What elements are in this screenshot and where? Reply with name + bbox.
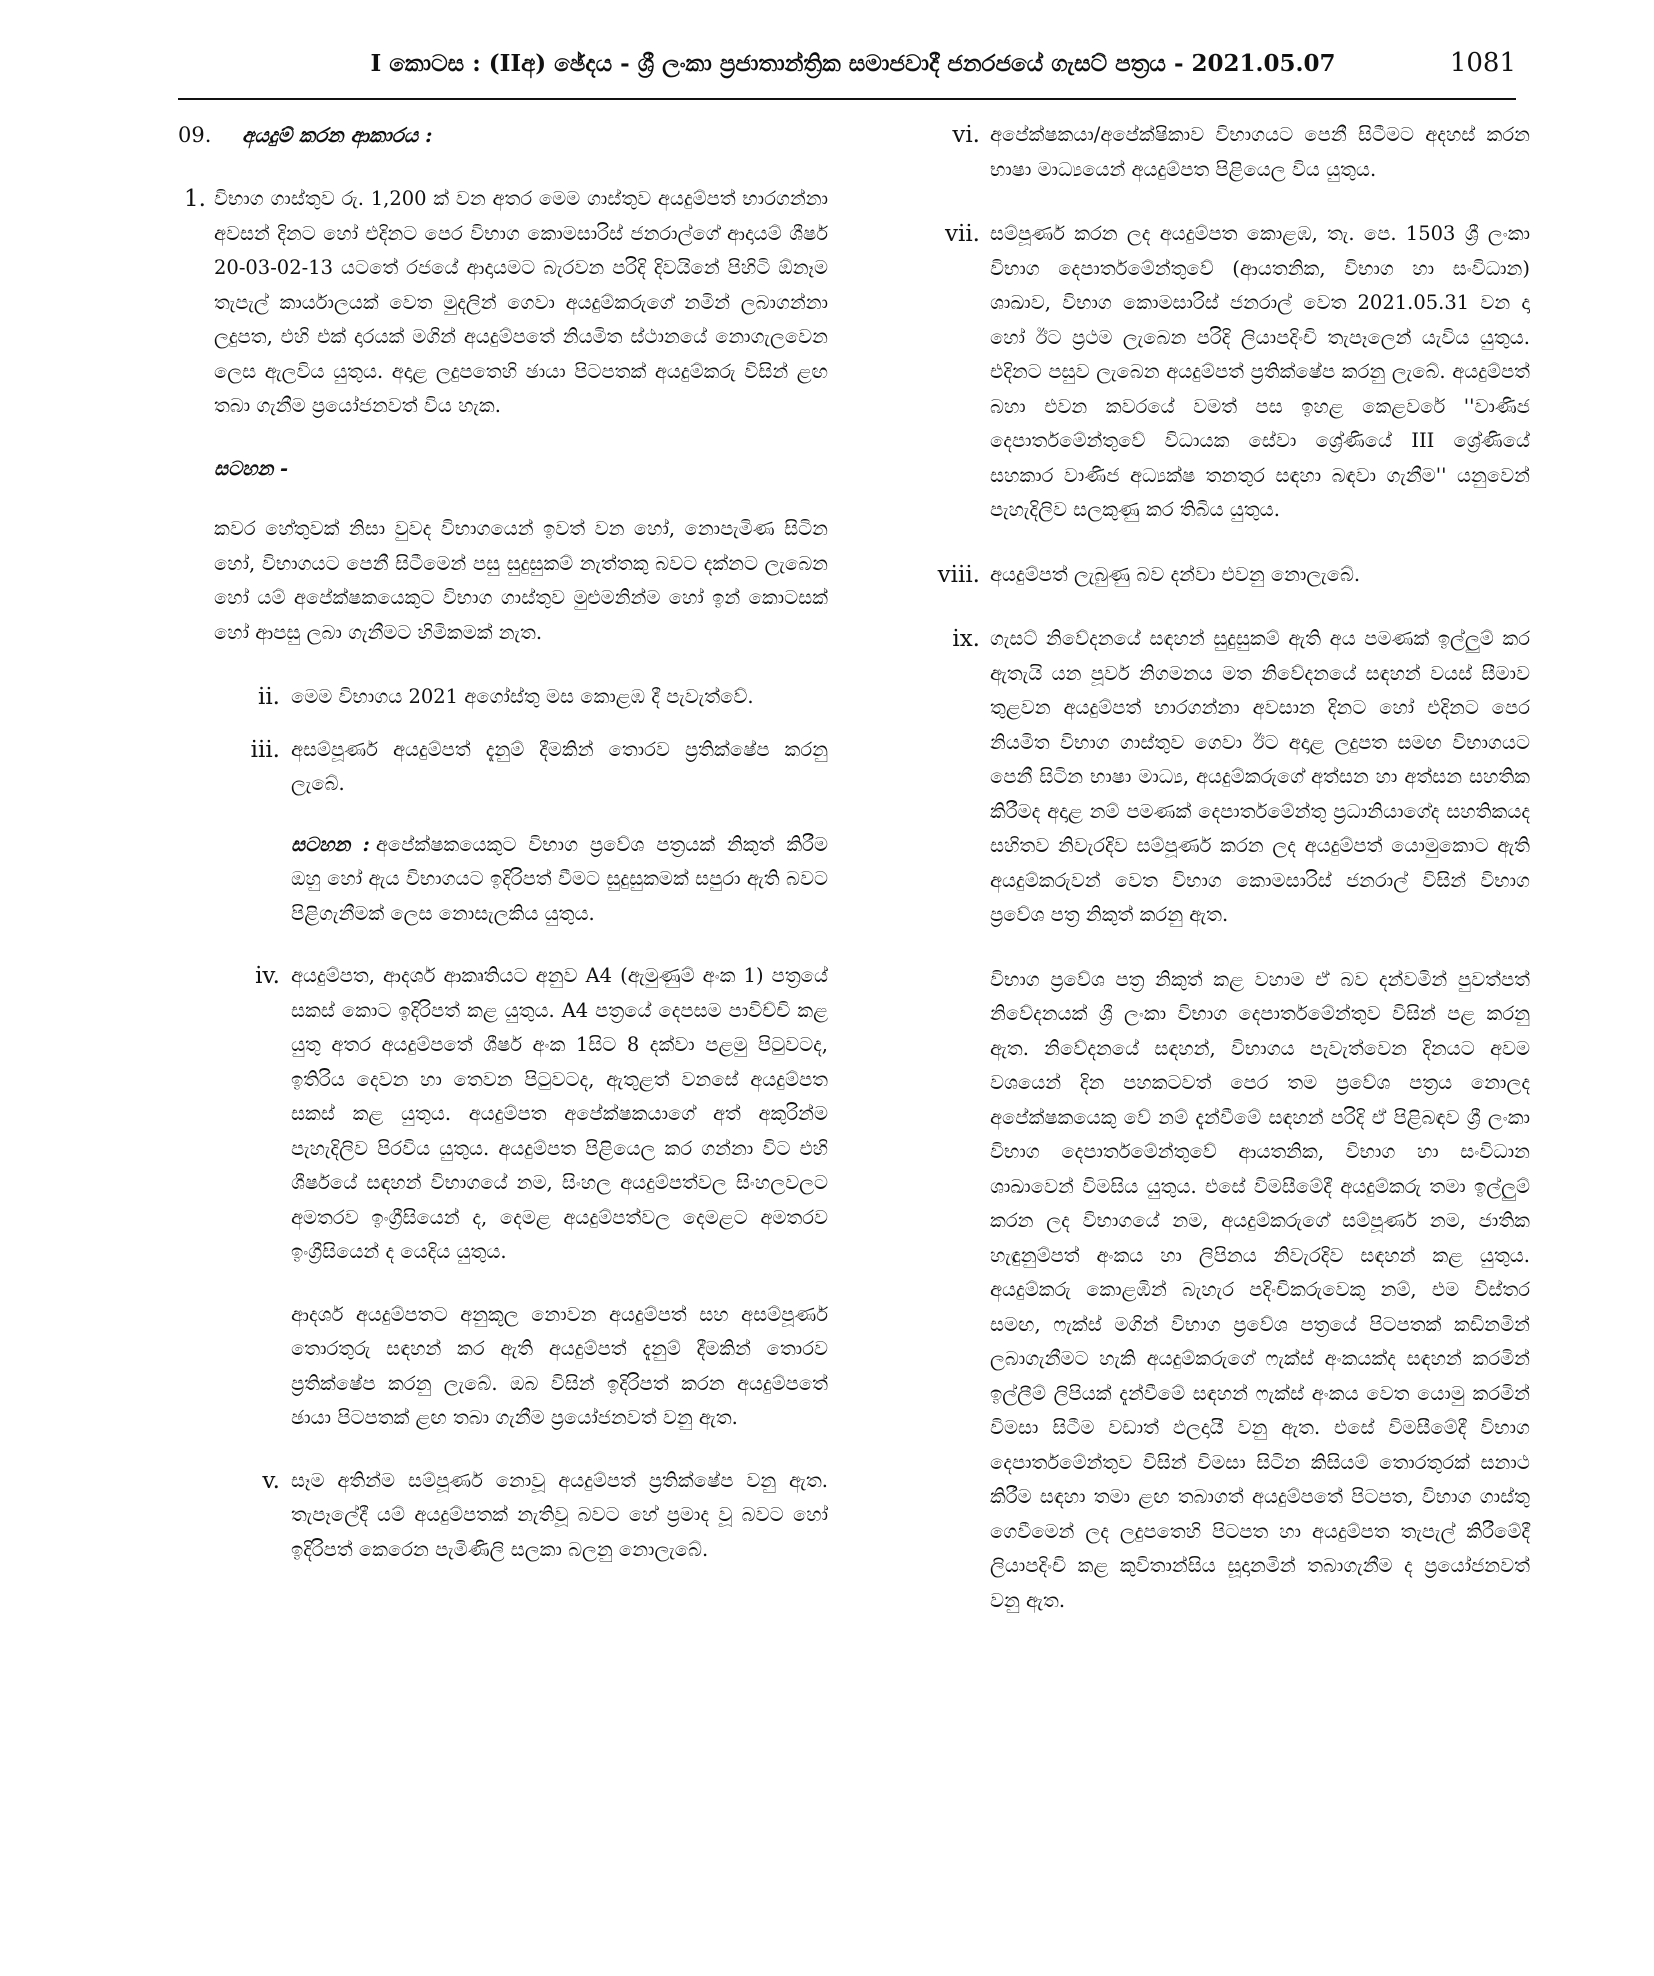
list-item-iv xyxy=(178,959,828,1270)
note-text: කවර හේතුවක් නිසා වුවද විභාගයෙන් ඉවත් වන හෝ, නොපැමිණ සිටින හෝ, විභාගයට පෙනී සිටීමෙන් පසු සුදුසුකම් නැත්තකු බවට දක්නට ලැබෙන හෝ යම් අපේක්ෂකයෙකුට විභාග ගාස්තුව මුළුමනින්ම හෝ ඉන් කොටසක් හෝ ආපසු ලබා ගැනීමට හිමිකමක් නැත. xyxy=(214,517,828,644)
item-marker: ix. xyxy=(952,626,980,652)
item-text: මෙම විභාගය 2021 අගෝස්තු මස කොළඹ දී පැවැත්වේ. xyxy=(291,685,754,708)
item-marker: vi. xyxy=(952,122,980,148)
note-label-text: සටහන - xyxy=(214,456,289,480)
section-heading xyxy=(178,118,828,152)
left-column xyxy=(178,118,828,1567)
section-title: අයදුම් කරන ආකාරය : xyxy=(242,123,433,147)
note-label xyxy=(178,452,828,487)
item-ix-continuation: විභාග ප්‍රවේශ පත්‍ර නිකුත් කළ වහාම ඒ බව දන්වමින් පුවත්පත් නිවේදනයක් ශ්‍රී ලංකා විභාග දෙපාර්තමේන්තුව විසින් පළ කරනු ඇත. නිවේදනයේ සඳහන්, විභාගය පැවැත්වෙන දිනයට අවම වශයෙන් දින පහකටවත් පෙර තම ප්‍රවේශ පත්‍රය නොලද අපේක්ෂකයෙකු වේ නම් දැන්වීමේ සඳහන් පරිදි ඒ පිළිබඳව ශ්‍රී ලංකා විභාග දෙපාර්තමේන්තුවේ ආයතනික, විභාග හා සංවිධාන ශාඛාවෙන් විමසිය යුතුය. එසේ විමසීමේදී අයදුම්කරු තමා ඉල්ලුම් කරන ලද විභාගයේ නම, අයදුම්කරුගේ සම්පූර්ණ නම, ජාතික හැඳුනුම්පත් අංකය හා ලිපිනය නිවැරදිව සඳහන් කළ යුතුය. අයදුම්කරු කොළඹින් බැහැර පදිංචිකරුවෙකු නම්, එම විස්තර සමඟ, ෆැක්ස් මගින් විභාග ප්‍රවේශ පත්‍රයේ පිටපතක් කඩිනමින් ලබාගැනීමට හැකි අයදුම්කරුගේ ෆැක්ස් අංකයක්ද සඳහන් කරමින් ඉල්ලීම් ලිපියක් දැන්වීමේ සඳහන් ෆැක්ස් අංකය වෙත යොමු කරමින් විමසා සිටීම වඩාත් ඵලදායී වනු ඇත. එසේ විමසීමේදී විභාග දෙපාර්තමේන්තුව විසින් විමසා සිටින කිසියම් තොරතුරක් සනාථ කිරීම සඳහා තමා ළඟ තබාගත් අයදුම්පතේ පිටපත, විභාග ගාස්තු ගෙවීමෙන් ලද ලදුපතෙහි පිටපත හා අයදුම්පත තැපැල් කිරීමේදී ලියාපදිංචි කළ කුවිතාන්සිය සූදානමින් තබාගැනීම ද ප්‍රයෝජනවත් වනු ඇත. xyxy=(990,967,1530,1612)
item-text: අයදුම්පත් ලැබුණු බව දන්වා එවනු නොලැබේ. xyxy=(990,562,1361,586)
item-text: ගැසට් නිවේදනයේ සඳහන් සුදුසුකම් ඇති අය පමණක් ඉල්ලුම් කර ඇතැයි යන පූර්ව නිගමනය මත නිවේදනයේ සඳහන් වයස් සීමාව තුළවන අයදුම්පත් භාරගන්නා අවසාන දිනට හෝ එදිනට පෙර නියමිත විභාග ගාස්තුව ගෙවා ඊට අදාළ ලදුපත සමඟ විභාගයට පෙනී සිටින භාෂා මාධ්‍ය, අයදුම්කරුගේ අත්සන හා අත්සන සහතික කිරීමද අදාළ නම් පමණක් දෙපාර්තමේන්තු ප්‍රධානියාගේද සහතිකයද සහිතව නිවැරදිව සම්පූර්ණ කරන ලද අයදුම්පත් යොමුකොට ඇති අයදුම්කරුවන් වෙත විභාග කොමසාරිස් ජනරාල් විසින් විභාග ප්‍රවේශ පත්‍ර නිකුත් කරනු ඇත. xyxy=(990,627,1530,926)
section-number: 09. xyxy=(178,123,212,147)
right-column xyxy=(930,118,1530,1618)
list-item-ii xyxy=(178,680,828,715)
list-item-v xyxy=(178,1464,828,1568)
item-text: අසම්පූර්ණ අයදුම්පත් දැනුම් දීමකින් තොරව ප්‍රතික්ෂේප කරනු ලැබේ. xyxy=(291,737,828,795)
note-text: අපේක්ෂකයෙකුට විභාග ප්‍රවේශ පත්‍රයක් නිකුත් කිරීම ඔහු හෝ ඇය විභාගයට ඉදිරිපත් වීමට සුදුසුකමක් සපුරා ඇති බවට පිළිගැනීමක් ලෙස නොසැලකිය යුතුය. xyxy=(291,832,828,925)
item-marker: iv. xyxy=(255,963,280,989)
item-text: සම්පූර්ණ කරන ලද අයදුම්පත කොළඹ, තැ. පෙ. 1503 ශ්‍රී ලංකා විභාග දෙපාර්තමේන්තුවේ (ආයතනික, විභාග හා සංවිධාන) ශාඛාව, විභාග කොමසාරිස් ජනරාල් වෙත 2021.05.31 වන දා හෝ ඊට ප්‍රථම ලැබෙන පරිදි ලියාපදිංචි තැපෑලෙන් යැවිය යුතුය. එදිනට පසුව ලැබෙන අයදුම්පත් ප්‍රතික්ෂේප කරනු ලැබේ. අයදුම්පත් බහා එවන කවරයේ වමත් පස ඉහළ කෙළවරේ ''වාණිජ දෙපාර්තමේන්තුවේ විධායක සේවා ශ්‍රේණියේ III ශ්‍රේණියේ සහකාර වාණිජ අධ්‍යක්ෂ තනතුර සඳහා බඳවා ගැනීම'' යනුවෙන් පැහැදිලිව සලකුණු කර තිබිය යුතුය. xyxy=(990,222,1530,521)
page-header xyxy=(178,44,1516,100)
item-text: අයදුම්පත, ආදර්ශ ආකෘතියට අනුව A4 (ඇමුණුම් අංක 1) පත්‍රයේ සකස් කොට ඉදිරිපත් කළ යුතුය. A4 පත්‍රයේ දෙපසම පාවිච්චි කළ යුතු අතර අයදුම්පතේ ශීර්ෂ අංක 1සිට 8 දක්වා පළමු පිටුවටද, ඉතිරිය දෙවන හා තෙවන පිටුවටද, ඇතුළත් වනසේ අයදුම්පත සකස් කළ යුතුය. අයදුම්පත අපේක්ෂකයාගේ අත් අකුරින්ම පැහැදිලිව පිරවිය යුතුය. අයදුම්පත පිළියෙල කර ගන්නා විට එහි ශීර්ෂයේ සඳහන් විභාගයේ නම, සිංහල අයදුම්පත්වල සිංහලවලට අමතරව ඉංග්‍රීසියෙන් ද, දෙමළ අයදුම්පත්වල දෙමළට අමතරව ඉංග්‍රීසියෙන් ද යෙදිය යුතුය. xyxy=(291,964,828,1263)
item-text: අපේක්ෂකයා/අපේක්ෂිකාව විභාගයට පෙනී සිටීමට අදහස් කරන භාෂා මාධ්‍යයෙන් අයදුම්පත පිළියෙල විය යුතුය. xyxy=(990,123,1530,181)
note-paragraph xyxy=(178,828,828,932)
list-item-ix xyxy=(930,622,1530,933)
item-text: විභාග ගාස්තුව රු. 1,200 ක් වන අතර මෙම ගාස්තුව අයදුම්පත් භාරගන්නා අවසන් දිනට හෝ එදිනට පෙර විභාග කොමසාරිස් ජනරාල්ගේ ආදායම් ශීර්ෂ 20-03-02-13 යටතේ රජයේ ආදායමට බැරවන පරිදි දිවයිනේ පිහිටි ඕනෑම තැපැල් කාර්යාලයක් වෙත මුදලින් ගෙවා අයදුම්කරුගේ නමින් ලබාගන්නා ලදුපත, එහි එක් දාරයක් මගින් අයදුම්පතේ නියමිත ස්ථානයේ නොගැලවෙන ලෙස ඇලවිය යුතුය. අදාළ ලදුපතෙහි ඡායා පිටපතක් අයදුම්කරු විසින් ළඟ තබා ගැනීම ප්‍රයෝජනවත් විය හැක. xyxy=(214,187,828,417)
list-item-vi xyxy=(930,118,1530,187)
item-text: සෑම අතින්ම සම්පූර්ණ නොවූ අයදුම්පත් ප්‍රතික්ෂේප වනු ඇත. තැපෑලේදී යම් අයදුම්පතක් නැතිවූ බවට හේ ප්‍රමාද වූ බවට හෝ ඉදිරිපත් කෙරෙන පැමිණිලි සලකා බලනු නොලැබේ. xyxy=(291,1468,828,1561)
item-marker: v. xyxy=(262,1467,280,1494)
page-number: 1081 xyxy=(1449,48,1516,78)
list-item-vii xyxy=(930,217,1530,528)
item-marker: iii. xyxy=(250,736,280,763)
item-marker: vii. xyxy=(944,221,980,247)
note-label-text: සටහන : xyxy=(291,832,370,856)
item-marker: ii. xyxy=(257,684,280,710)
list-item-1 xyxy=(178,182,828,424)
item-marker: viii. xyxy=(937,561,980,588)
list-item-viii xyxy=(930,558,1530,593)
item-marker: 1. xyxy=(184,186,206,212)
header-title: I කොටස : (IIඅ) ඡේදය - ශ්‍රී ලංකා ප්‍රජාතාන්ත්‍රික සමාජවාදී ජනරජයේ ගැසට් පත්‍රය - 2021.05.07 xyxy=(370,50,1336,77)
item-iv-continuation: ආදර්ශ අයදුම්පතට අනුකූල නොවන අයදුම්පත් සහ අසම්පූර්ණ තොරතුරු සඳහන් කර ඇති අයදුම්පත් දැනුම් දීමකින් තොරව ප්‍රතික්ෂේප කරනු ලැබේ. ඔබ විසින් ඉදිරිපත් කරන අයදුම්පතේ ඡායා පිටපතක් ළඟ තබා ගැනීම ප්‍රයෝජනවත් වනු ඇත. xyxy=(291,1302,828,1429)
list-item-iii xyxy=(178,733,828,802)
